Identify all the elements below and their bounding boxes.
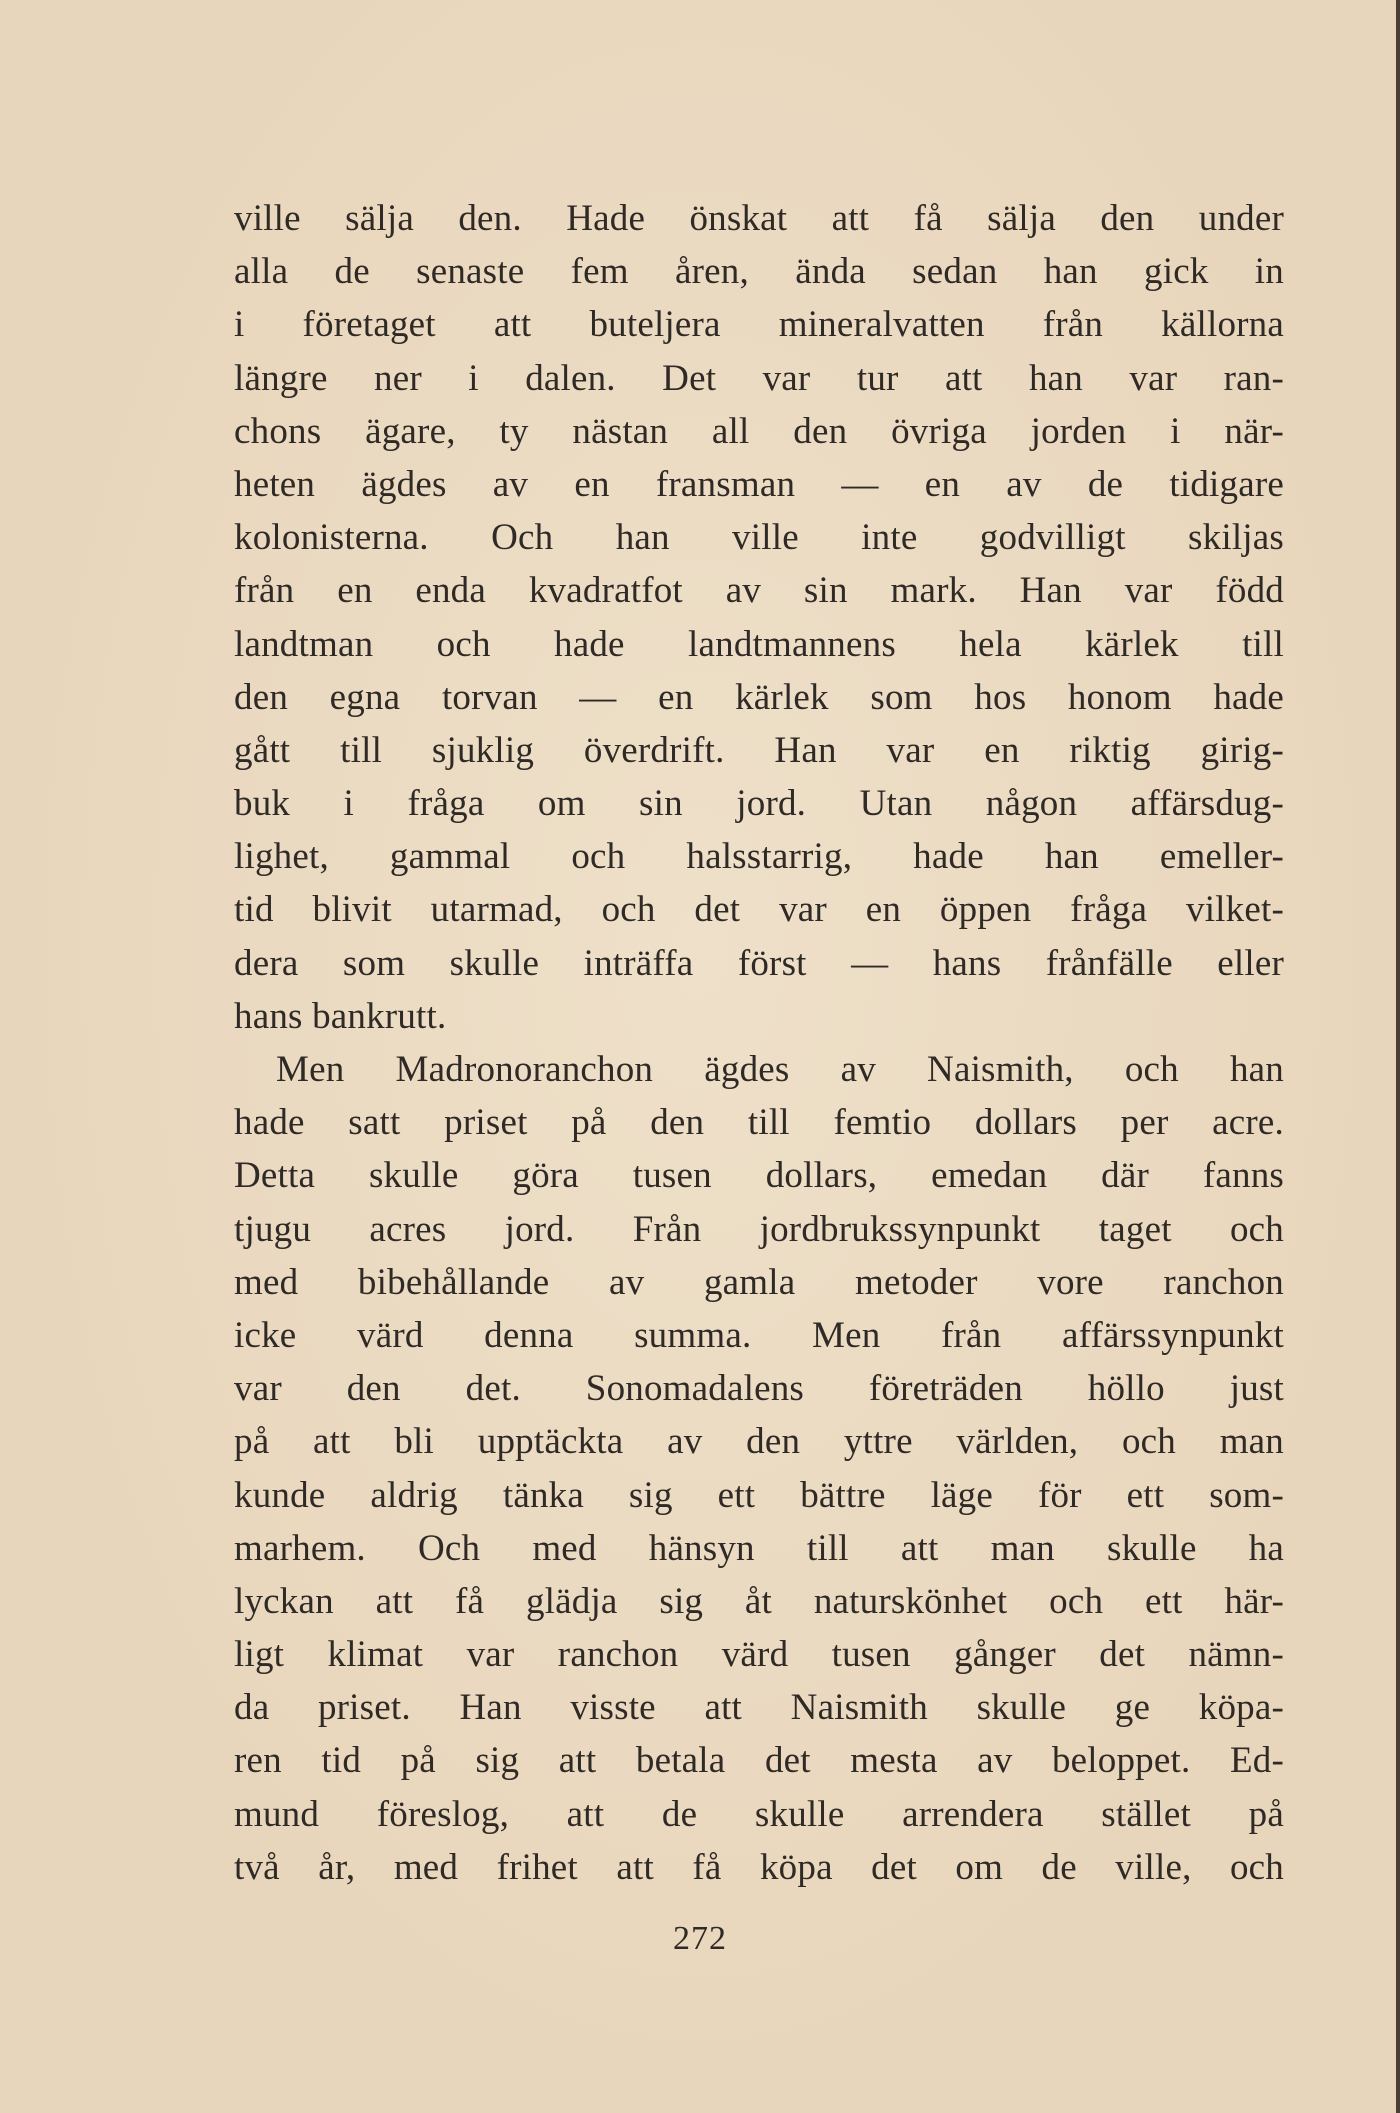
text-line: chons ägare, ty nästan all den övriga jorden i när-: [234, 410, 1284, 452]
body-text: [234, 192, 1284, 1894]
text-line: Detta skulle göra tusen dollars, emedan där fanns: [234, 1155, 1284, 1197]
text-line: på att bli upptäckta av den yttre världen, och man: [234, 1421, 1284, 1463]
page-number: 272: [673, 1920, 727, 1957]
text-line: tjugu acres jord. Från jordbrukssynpunkt taget och: [234, 1208, 1284, 1250]
text-line: hans bankrutt.: [234, 995, 447, 1037]
text-line: lyckan att få glädja sig åt naturskönhet och ett här-: [234, 1580, 1284, 1622]
text-line: marhem. Och med hänsyn till att man skulle ha: [234, 1527, 1284, 1569]
text-line: var den det. Sonomadalens företräden höllo just: [234, 1368, 1284, 1410]
text-line: ville sälja den. Hade önskat att få sälja den under: [234, 198, 1284, 239]
text-line: buk i fråga om sin jord. Utan någon affärsdug-: [234, 783, 1284, 825]
text-line: dera som skulle inträffa först — hans frånfälle eller: [234, 942, 1284, 984]
page-edge-shadow: [1396, 0, 1400, 2113]
text-line: med bibehållande av gamla metoder vore ranchon: [234, 1261, 1284, 1303]
text-line: två år, med frihet att få köpa det om de ville, och: [234, 1846, 1284, 1888]
text-line: hade satt priset på den till femtio dollars per acre.: [234, 1102, 1284, 1144]
text-line: lighet, gammal och halsstarrig, hade han emeller-: [234, 836, 1284, 878]
text-line: Men Madronoranchon ägdes av Naismith, och han: [276, 1049, 1284, 1090]
text-line: den egna torvan — en kärlek som hos honom hade: [234, 676, 1284, 718]
text-line: tid blivit utarmad, och det var en öppen fråga vilket-: [234, 889, 1284, 931]
text-line: i företaget att buteljera mineralvatten från källorna: [234, 304, 1284, 346]
text-line: kolonisterna. Och han ville inte godvilligt skiljas: [234, 517, 1284, 559]
text-line: kunde aldrig tänka sig ett bättre läge för ett som-: [234, 1474, 1284, 1516]
text-line: ligt klimat var ranchon värd tusen gånger det nämn-: [234, 1634, 1284, 1676]
text-line: från en enda kvadratfot av sin mark. Han var född: [234, 570, 1284, 612]
text-line: mund föreslog, att de skulle arrendera stället på: [234, 1793, 1284, 1835]
text-line: längre ner i dalen. Det var tur att han var ran-: [234, 357, 1284, 399]
text-line: ren tid på sig att betala det mesta av beloppet. Ed-: [234, 1740, 1284, 1782]
text-line: da priset. Han visste att Naismith skulle ge köpa-: [234, 1687, 1284, 1729]
text-line: icke värd denna summa. Men från affärssynpunkt: [234, 1314, 1284, 1356]
text-line: gått till sjuklig överdrift. Han var en riktig girig-: [234, 729, 1284, 771]
text-line: heten ägdes av en fransman — en av de tidigare: [234, 463, 1284, 505]
text-line: alla de senaste fem åren, ända sedan han gick in: [234, 251, 1284, 293]
text-line: landtman och hade landtmannens hela kärlek till: [234, 623, 1284, 665]
